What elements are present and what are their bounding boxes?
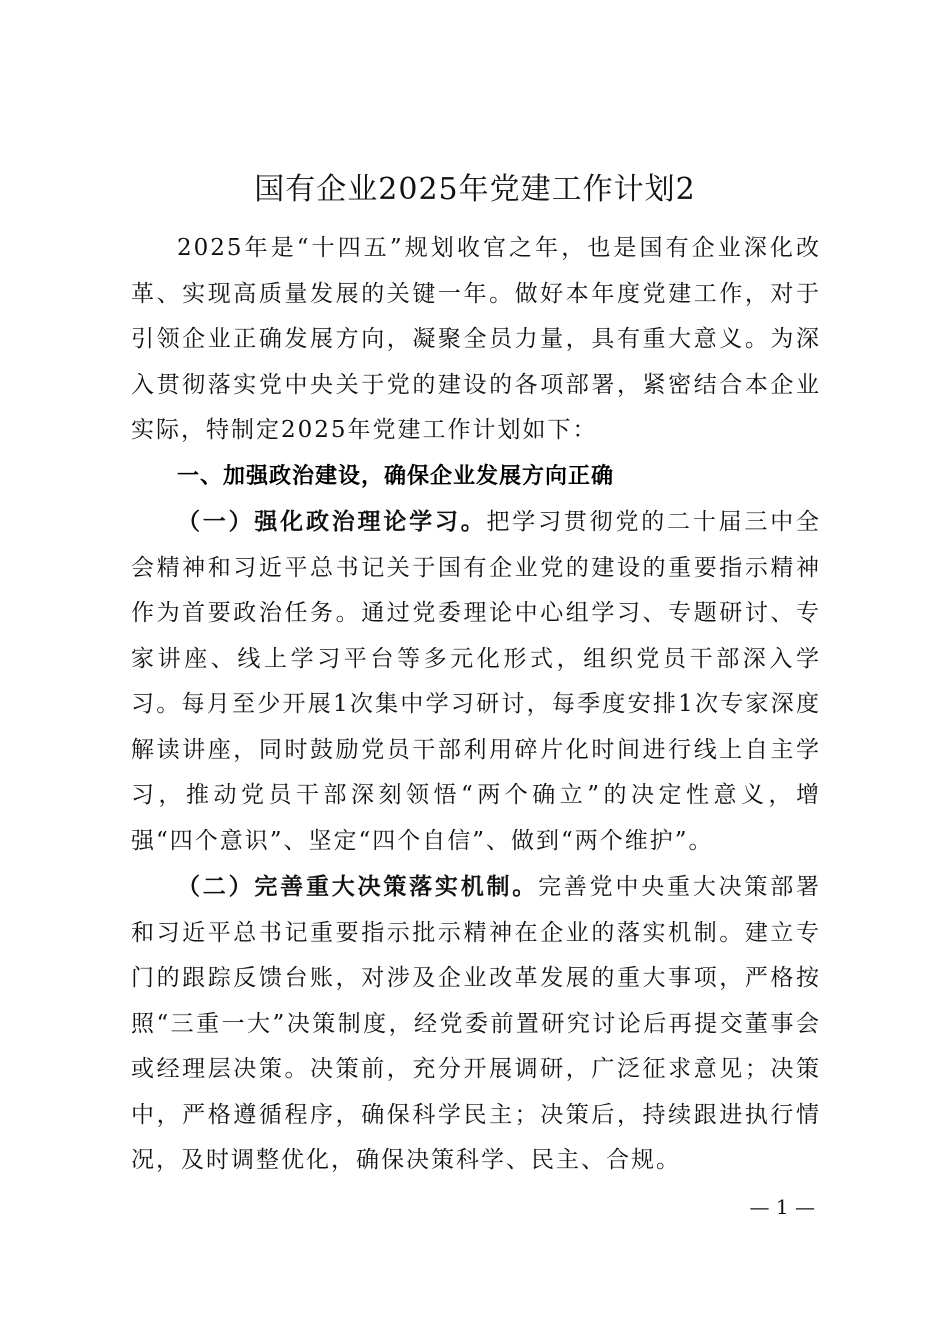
item-paragraph-2 [131,864,821,1184]
section-heading: 一、加强政治建设，确保企业发展方向正确 [177,463,615,489]
intro-paragraph: 2025年是“十四五”规划收官之年，也是国有企业深化改革、实现高质量发展的关键一年。做好本年度党建工作，对于引领企业正确发展方向，凝聚全员力量，具有重大意义。为深入贯彻落实党中央关于党的建设的各项部署，紧密结合本企业实际，特制定2025年党建工作计划如下： [131,235,821,443]
item-lead-1: （一）强化政治理论学习。 [177,508,487,535]
item-lead-2: （二）完善重大决策落实机制。 [177,873,539,900]
item-paragraph-1 [131,499,821,864]
item-text-1: 把学习贯彻党的二十届三中全会精神和习近平总书记关于国有企业党的建设的重要指示精神作为首要政治任务。通过党委理论中心组学习、专题研讨、专家讲座、线上学习平台等多元化形式，组织党员干部深入学习。每月至少开展1次集中学习研讨，每季度安排1次专家深度解读讲座，同时鼓励党员干部利用碎片化时间进行线上自主学习，推动党员干部深刻领悟“两个确立”的决定性意义，增强“四个意识”、坚定“四个自信”、做到“两个维护”。 [131,509,822,854]
item-text-2: 完善党中央重大决策部署和习近平总书记重要指示批示精神在企业的落实机制。建立专门的跟踪反馈台账，对涉及企业改革发展的重大事项，严格按照“三重一大”决策制度，经党委前置研究讨论后再提交董事会或经理层决策。决策前，充分开展调研，广泛征求意见；决策中，严格遵循程序，确保科学民主；决策后，持续跟进执行情况，及时调整优化，确保决策科学、民主、合规。 [131,874,822,1173]
document-body [131,226,821,1184]
document-title: 国有企业2025年党建工作计划2 [254,172,696,207]
page-number: — 1 — [749,1195,815,1219]
